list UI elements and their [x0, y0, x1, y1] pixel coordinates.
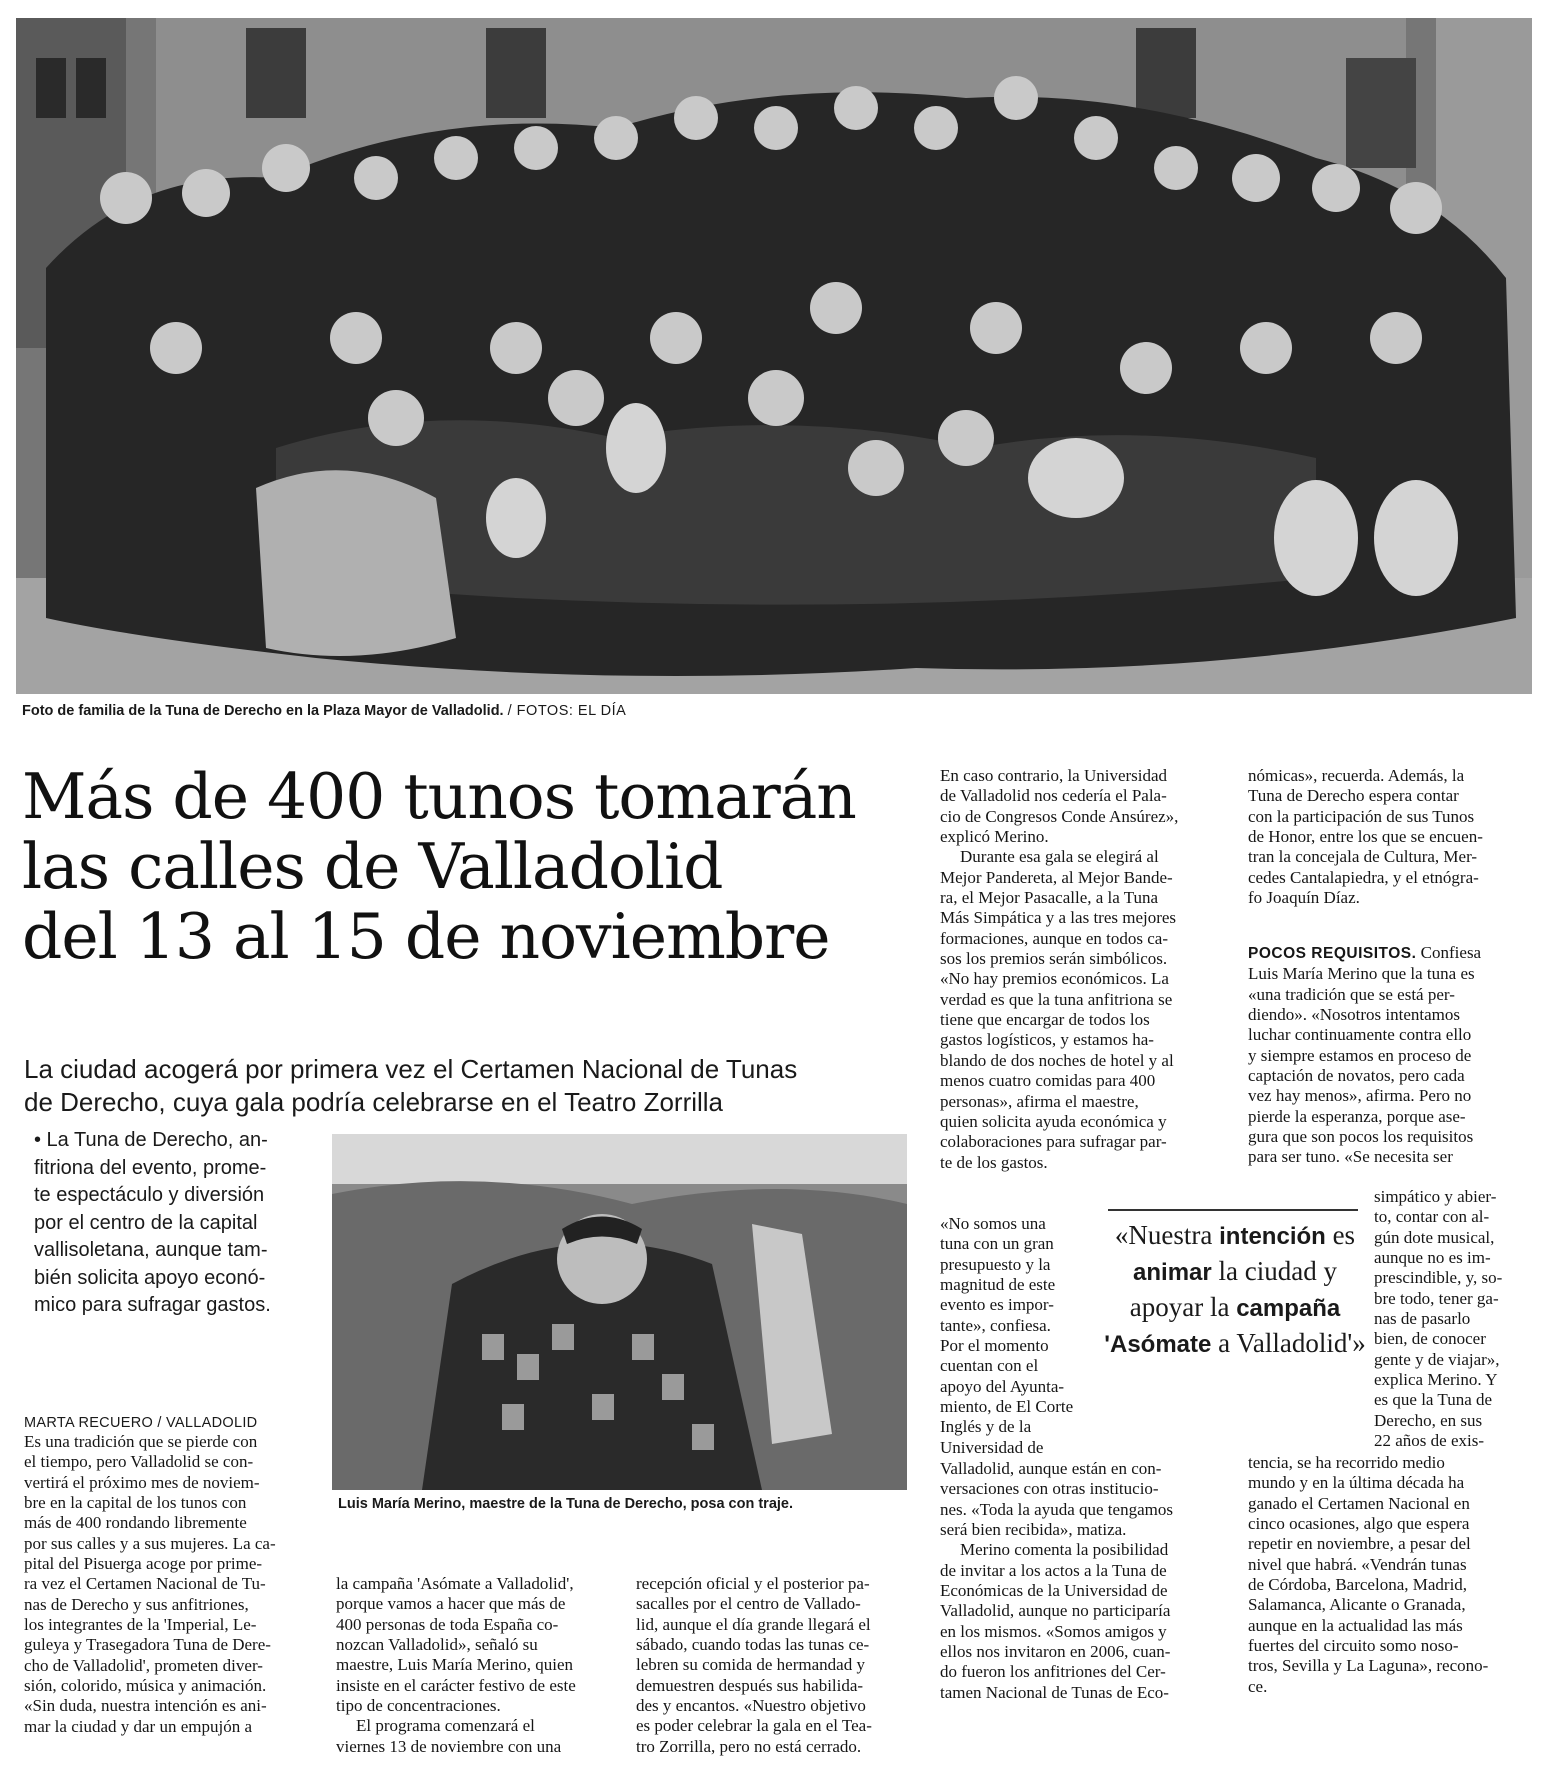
text-line: luchar continuamente contra ello	[1248, 1025, 1472, 1045]
group-photo	[16, 18, 1532, 694]
photo-credit: / FOTOS: EL DÍA	[507, 703, 627, 719]
text-line: lid, aunque el día grande llegará el	[636, 1614, 871, 1634]
text-line: de Valladolid nos cedería el Pala-	[940, 786, 1167, 806]
portrait-photo-art	[332, 1134, 907, 1490]
text-line: gún dote musical,	[1374, 1227, 1495, 1247]
text-line: sos los premios serán simbólicos.	[940, 949, 1168, 969]
text-line: el tiempo, pero Valladolid se con-	[24, 1452, 254, 1472]
text-line: repetir en noviembre, a pesar del	[1248, 1534, 1471, 1554]
text-line: nozcan Valladolid», señaló su	[336, 1635, 538, 1655]
text-line: gastos logísticos, y estamos ha-	[940, 1030, 1154, 1050]
text-line: Tuna de Derecho espera contar	[1248, 786, 1459, 806]
text-line: tran la concejala de Cultura, Mer-	[1248, 847, 1478, 867]
text-line: Mejor Pandereta, al Mejor Bande-	[940, 867, 1173, 887]
text-line: diendo». «Nosotros intentamos	[1248, 1005, 1461, 1025]
text-line: por sus calles y a sus mujeres. La ca-	[24, 1533, 276, 1553]
text-line: mar la ciudad y dar un empujón a	[24, 1716, 253, 1736]
text-line: Derecho, en sus	[1374, 1410, 1483, 1430]
text-line: será bien recibida», matiza.	[940, 1520, 1127, 1540]
text-line: de invitar a los actos a la Tuna de	[940, 1560, 1167, 1580]
subheadline-line: La ciudad acogerá por primera vez el Certamen Nacional de Tunas	[24, 1054, 798, 1084]
top-photo-caption-text: Foto de familia de la Tuna de Derecho en la Plaza Mayor de Valladolid.	[22, 703, 504, 719]
lead-line: mico para sufragar gastos.	[34, 1294, 271, 1316]
text-line: cio de Congresos Conde Ansúrez»,	[940, 806, 1179, 826]
text-line: maestre, Luis María Merino, quien	[336, 1655, 573, 1675]
text-line: Merino comenta la posibilidad	[960, 1540, 1169, 1560]
text-line: tante», confiesa.	[940, 1315, 1051, 1335]
text-line: Universidad de	[940, 1437, 1044, 1457]
text-line: insiste en el carácter festivo de este	[336, 1675, 576, 1695]
text-line: guleya y Trasegadora Tuna de Dere-	[24, 1635, 271, 1655]
text-line: explica Merino. Y	[1374, 1370, 1498, 1390]
text-line: apoyo del Ayunta-	[940, 1376, 1065, 1396]
text-line: lebren su comida de hermandad y	[636, 1655, 865, 1675]
text-line: «una tradición que se está per-	[1248, 984, 1455, 1004]
text-line: Valladolid, aunque no participaría	[940, 1601, 1171, 1621]
text-line: cedes Cantalapiedra, y el etnógra-	[1248, 867, 1479, 887]
body-column-2	[336, 1574, 608, 1757]
headline-line: del 13 al 15 de noviembre	[22, 900, 830, 973]
text-line: pital del Pisuerga acoge por prime-	[24, 1554, 263, 1574]
text-line: 400 personas de toda España co-	[336, 1614, 559, 1634]
body-column-1	[24, 1432, 310, 1737]
body-column-5d	[1248, 1453, 1524, 1697]
text-line: do fueron los anfitriones del Cer-	[940, 1662, 1166, 1682]
text-line: Salamanca, Alicante o Granada,	[1248, 1595, 1466, 1615]
text-line: Luis María Merino que la tuna es	[1248, 964, 1475, 984]
text-line: personas», afirma el maestre,	[940, 1091, 1139, 1111]
quote-text: a Valladolid'»	[1211, 1328, 1366, 1358]
subheadline	[24, 1053, 924, 1119]
text-line: tros, Sevilla y La Laguna», recono-	[1248, 1656, 1489, 1676]
lead-line: te espectáculo y diversión	[34, 1184, 265, 1206]
text-line: con la participación de sus Tunos	[1248, 806, 1475, 826]
text-line: los integrantes de la 'Imperial, Le-	[24, 1615, 257, 1635]
text-line: mundo y en la última década ha	[1248, 1473, 1465, 1493]
text-line: evento es impor-	[940, 1295, 1054, 1315]
headline-line: las calles de Valladolid	[22, 830, 723, 903]
quote-emphasis: intención	[1219, 1223, 1326, 1250]
pull-quote-rule	[1108, 1209, 1358, 1211]
text-line: cinco ocasiones, algo que espera	[1248, 1514, 1470, 1534]
text-line: magnitud de este	[940, 1275, 1056, 1295]
lead-line: fitriona del evento, prome-	[34, 1156, 267, 1179]
text-line: tencia, se ha recorrido medio	[1248, 1453, 1445, 1472]
text-line: «Sin duda, nuestra intención es ani-	[24, 1696, 267, 1716]
quote-emphasis: campaña	[1236, 1295, 1341, 1322]
text-line: la campaña 'Asómate a Valladolid',	[336, 1574, 574, 1593]
text-line: tiene que encargar de todos los	[940, 1010, 1150, 1030]
text-line: El programa comenzará el	[356, 1716, 535, 1736]
text-line: gura que son pocos los requisitos	[1248, 1127, 1474, 1147]
text-line: Más Simpática y a las tres mejores	[940, 908, 1177, 928]
text-line: pierde la esperanza, porque ase-	[1248, 1106, 1466, 1126]
portrait-photo	[332, 1134, 907, 1490]
text-line: «No hay premios económicos. La	[940, 969, 1169, 989]
text-line: prescindible, y, so-	[1374, 1268, 1503, 1288]
text-line: vertirá el próximo mes de noviem-	[24, 1472, 260, 1492]
text-line: demuestren después sus habilida-	[636, 1675, 864, 1695]
text-line: porque vamos a hacer que más de	[336, 1594, 566, 1614]
text-line: sábado, cuando todas las tunas ce-	[636, 1635, 870, 1655]
lead-line: bién solicita apoyo econó-	[34, 1266, 266, 1289]
text-line: nas de pasarlo	[1374, 1309, 1471, 1329]
text-line: recepción oficial y el posterior pa-	[636, 1574, 870, 1593]
body-column-5b	[1248, 943, 1524, 1168]
text-line: sión, colorido, música y animación.	[24, 1676, 267, 1696]
text-line: bre todo, tener ga-	[1374, 1288, 1499, 1308]
text-line: Inglés y de la	[940, 1417, 1032, 1437]
text-line: aunque en la actualidad las más	[1248, 1615, 1463, 1635]
text-line: verdad es que la tuna anfitriona se	[940, 989, 1173, 1009]
text-line: fo Joaquín Díaz.	[1248, 888, 1360, 908]
text-line: es poder celebrar la gala en el Tea-	[636, 1716, 872, 1736]
top-photo-caption	[22, 703, 1222, 719]
quote-emphasis: animar	[1133, 1259, 1212, 1286]
text-line: ellos nos invitaron en 2006, cuan-	[940, 1642, 1171, 1662]
body-column-4a	[940, 766, 1216, 1173]
text-line: explicó Merino.	[940, 827, 1049, 847]
text-line: te de los gastos.	[940, 1152, 1048, 1172]
text-line: Es una tradición que se pierde con	[24, 1432, 258, 1451]
quote-text: es	[1325, 1220, 1356, 1250]
subheadline-line: de Derecho, cuya gala podría celebrarse en el Teatro Zorrilla	[24, 1087, 724, 1117]
headline-line: Más de 400 tunos tomarán	[22, 760, 856, 833]
section-heading: POCOS REQUISITOS.	[1248, 945, 1417, 962]
headline	[22, 762, 922, 972]
text-line: vez hay menos», afirma. Pero no	[1248, 1086, 1472, 1106]
text-line: cuentan con el	[940, 1356, 1039, 1376]
text-line: gente y de viajar»,	[1374, 1349, 1500, 1369]
text-line: Económicas de la Universidad de	[940, 1581, 1168, 1601]
text-line: tro Zorrilla, pero no está cerrado.	[636, 1736, 862, 1756]
text-line: y siempre estamos en proceso de	[1248, 1045, 1472, 1065]
text-line: es que la Tuna de	[1374, 1390, 1493, 1410]
text-line: de Honor, entre los que se encuen-	[1248, 827, 1483, 847]
text-line: versaciones con otras institucio-	[940, 1479, 1159, 1499]
lead-line: vallisoletana, aunque tam-	[34, 1239, 268, 1261]
text-line: nómicas», recuerda. Además, la	[1248, 766, 1465, 785]
text-line: des y encantos. «Nuestro objetivo	[636, 1696, 866, 1716]
quote-text: la ciudad y apoyar la	[1129, 1256, 1337, 1322]
text-line: viernes 13 de noviembre con una	[336, 1736, 562, 1756]
text-line: ce.	[1248, 1676, 1268, 1696]
lead-summary	[34, 1127, 324, 1320]
text-line: captación de novatos, pero cada	[1248, 1066, 1465, 1086]
pull-quote	[1104, 1218, 1366, 1362]
byline: MARTA RECUERO / VALLADOLID	[24, 1415, 258, 1431]
text-line: quien solicita ayuda económica y	[940, 1111, 1167, 1131]
text-line: miento, de El Corte	[940, 1397, 1074, 1417]
text-line: formaciones, aunque en todos ca-	[940, 928, 1168, 948]
text-line: nivel que habrá. «Vendrán tunas	[1248, 1554, 1467, 1574]
text-line: para ser tuno. «Se necesita ser	[1248, 1147, 1453, 1167]
body-column-3	[636, 1574, 910, 1757]
inset-photo-caption: Luis María Merino, maestre de la Tuna de Derecho, posa con traje.	[338, 1496, 794, 1512]
text-line	[1248, 943, 1524, 964]
text-line: cho de Valladolid', prometen diver-	[24, 1655, 263, 1675]
text-span: Confiesa	[1416, 943, 1482, 962]
text-line: tuna con un gran	[940, 1234, 1054, 1254]
group-photo-art	[16, 18, 1532, 694]
text-line: sacalles por el centro de Vallado-	[636, 1594, 861, 1614]
text-line: aunque no es im-	[1374, 1248, 1491, 1268]
text-line: En caso contrario, la Universidad	[940, 766, 1168, 785]
text-line: presupuesto y la	[940, 1254, 1051, 1274]
text-line: Valladolid, aunque están en con-	[940, 1459, 1162, 1478]
text-line: en los mismos. «Somos amigos y	[940, 1621, 1167, 1641]
text-line: to, contar con al-	[1374, 1207, 1490, 1227]
text-line: Por el momento	[940, 1336, 1049, 1356]
text-line: tipo de concentraciones.	[336, 1696, 501, 1716]
text-line: más de 400 rondando libremente	[24, 1513, 247, 1533]
text-line: bien, de conocer	[1374, 1329, 1486, 1349]
text-line: nas de Derecho y sus anfitriones,	[24, 1594, 249, 1614]
text-line: blando de dos noches de hotel y al	[940, 1050, 1174, 1070]
text-line: fuertes del circuito somo noso-	[1248, 1636, 1459, 1656]
text-line: menos cuatro comidas para 400	[940, 1071, 1156, 1091]
text-line: simpático y abier-	[1374, 1187, 1497, 1206]
text-line: tamen Nacional de Tunas de Eco-	[940, 1682, 1169, 1702]
text-line: ganado el Certamen Nacional en	[1248, 1493, 1470, 1513]
body-column-4b	[940, 1214, 1092, 1458]
quote-text: «Nuestra	[1114, 1220, 1220, 1250]
body-column-4c	[940, 1459, 1216, 1703]
lead-line: • La Tuna de Derecho, an-	[34, 1129, 268, 1151]
text-line: bre en la capital de los tunos con	[24, 1493, 247, 1513]
text-line: «No somos una	[940, 1214, 1046, 1233]
text-line: de Córdoba, Barcelona, Madrid,	[1248, 1575, 1468, 1595]
lead-line: por el centro de la capital	[34, 1211, 258, 1234]
text-line: ra vez el Certamen Nacional de Tu-	[24, 1574, 266, 1594]
text-line: colaboraciones para sufragar par-	[940, 1132, 1167, 1152]
body-column-5c	[1374, 1187, 1524, 1451]
body-column-5a	[1248, 766, 1524, 908]
text-line: nes. «Toda la ayuda que tengamos	[940, 1499, 1173, 1519]
quote-emphasis: 'Asómate	[1104, 1331, 1212, 1358]
text-line: ra, el Mejor Pasacalle, a la Tuna	[940, 888, 1159, 908]
text-line: Durante esa gala se elegirá al	[960, 847, 1159, 867]
text-line: 22 años de exis-	[1374, 1431, 1485, 1451]
